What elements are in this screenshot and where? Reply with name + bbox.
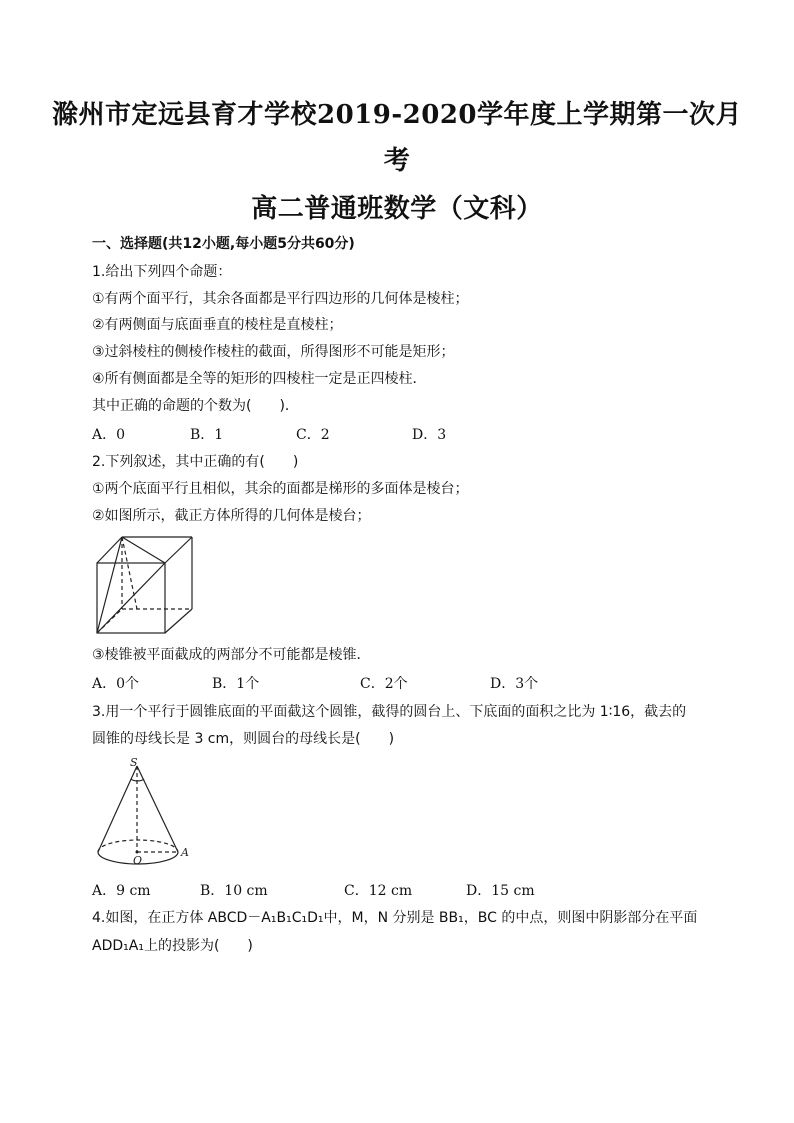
q1-option-b: B．1: [190, 427, 224, 443]
q1-statement-4: ④所有侧面都是全等的矩形的四棱柱一定是正四棱柱．: [92, 371, 427, 387]
q4-stem-line2: ADD₁A₁上的投影为( ): [92, 938, 253, 954]
q2-option-b: B．1个: [212, 676, 260, 692]
q3-option-c: C．12 cm: [344, 883, 413, 899]
cube-section-figure: [92, 533, 198, 639]
q2-option-a: A．0个: [92, 676, 140, 692]
q1-stem: 1.给出下列四个命题：: [92, 264, 232, 280]
document-title-line1: 滁州市定远县育才学校2019-2020学年度上学期第一次月: [51, 100, 743, 130]
q3-option-a: A．9 cm: [92, 883, 151, 899]
section-heading: 一、选择题(共12小题,每小题5分共60分): [92, 236, 355, 252]
q1-option-c: C．2: [296, 427, 330, 443]
q1-statement-3: ③过斜棱柱的侧棱作棱柱的截面，所得图形不可能是矩形；: [92, 344, 455, 360]
document-subtitle: 高二普通班数学（文科）: [251, 194, 543, 224]
q2-option-d: D．3个: [490, 676, 539, 692]
cone-point-label: A: [181, 846, 189, 859]
q1-question: 其中正确的命题的个数为( )．: [92, 398, 299, 414]
cone-figure: [92, 756, 202, 866]
q1-statement-1: ①有两个面平行，其余各面都是平行四边形的几何体是棱柱；: [92, 291, 469, 307]
q3-stem-line1: 3.用一个平行于圆锥底面的平面截这个圆锥，截得的圆台上、下底面的面积之比为 1∶16，截去的: [92, 704, 687, 720]
q1-option-d: D．3: [412, 427, 447, 443]
q2-statement-3: ③棱锥被平面截成的两部分不可能都是棱锥．: [92, 647, 371, 663]
q3-stem-line2: 圆锥的母线长是 3 cm，则圆台的母线长是( ): [92, 731, 395, 747]
cone-apex-label: S: [130, 756, 138, 769]
q2-option-c: C．2个: [360, 676, 408, 692]
cone-center-label: O: [133, 854, 143, 866]
q1-option-a: A．0: [92, 427, 126, 443]
document-title-line2: 考: [383, 146, 411, 176]
q2-statement-2: ②如图所示，截正方体所得的几何体是棱台；: [92, 508, 371, 524]
q3-option-d: D．15 cm: [466, 883, 535, 899]
q2-statement-1: ①两个底面平行且相似，其余的面都是梯形的多面体是棱台；: [92, 481, 469, 497]
q3-option-b: B．10 cm: [200, 883, 268, 899]
q1-statement-2: ②有两侧面与底面垂直的棱柱是直棱柱；: [92, 317, 343, 333]
q2-stem: 2.下列叙述，其中正确的有( ): [92, 454, 299, 470]
q4-stem-line1: 4.如图，在正方体 ABCD－A₁B₁C₁D₁中，M，N 分别是 BB₁，BC 的中点，则图中阴影部分在平面: [92, 910, 698, 926]
